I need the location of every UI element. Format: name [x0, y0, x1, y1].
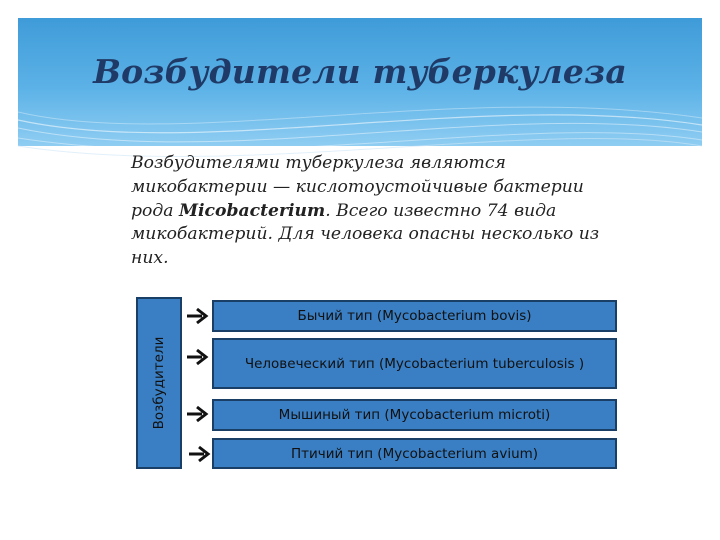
type-avium-box: Птичий тип (Mycobacterium avium) [212, 438, 617, 469]
slide-title: Возбудители туберкулеза [93, 52, 627, 91]
type-tuberculosis-box: Человеческий тип (Mycobacterium tuberculosis ) [212, 338, 617, 389]
arrow-right-icon [188, 444, 212, 464]
intro-paragraph [131, 152, 601, 271]
arrow-right-icon [186, 306, 210, 326]
pathogens-group-label: Возбудители [151, 336, 167, 430]
type-bovis-box: Бычий тип (Mycobacterium bovis) [212, 300, 617, 332]
arrow-right-icon [186, 347, 210, 367]
arrow-right-icon [186, 404, 210, 424]
paragraph-part1: Возбудителями туберкулеза являются микобактерии — кислотоустойчивые бактерии рода [131, 153, 584, 221]
paragraph-part2: . Всего известно 74 вида микобактерий. Для человека опасны несколько из них. [131, 200, 600, 269]
pathogens-group-box [136, 297, 182, 469]
type-microti-box: Мышиный тип (Mycobacterium microti) [212, 399, 617, 431]
genus-name: Micobacterium [178, 200, 326, 221]
